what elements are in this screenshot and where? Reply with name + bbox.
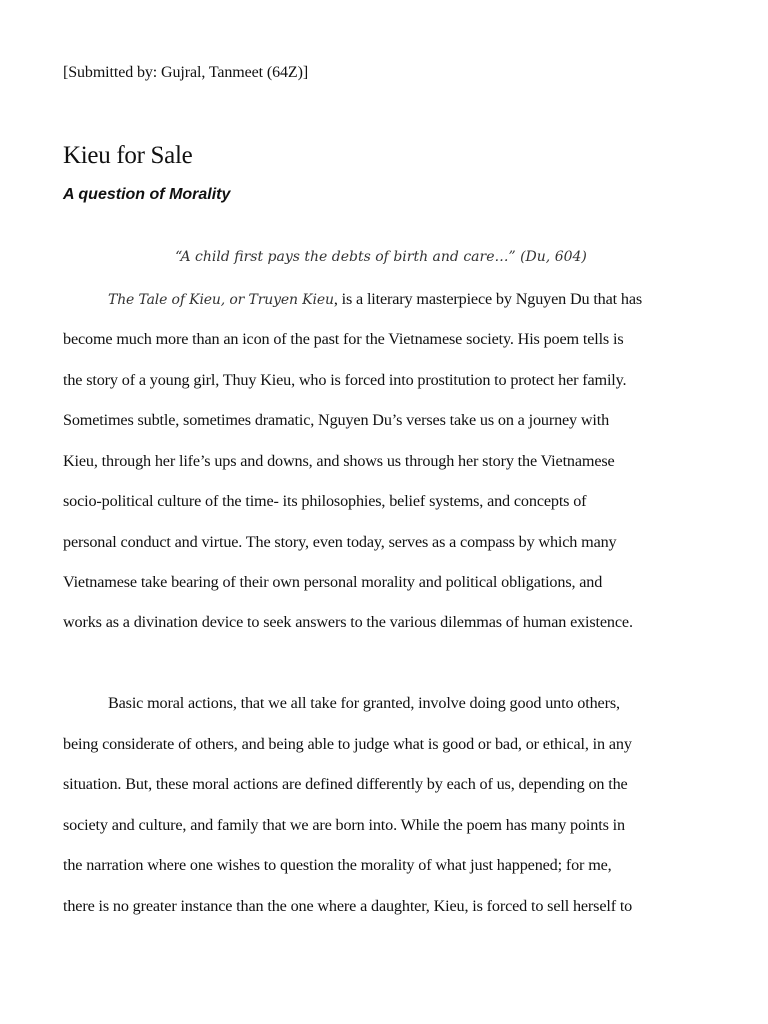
paragraph-1-line: Vietnamese take bearing of their own personal morality and political obligations, and [63, 573, 603, 591]
document-title: Kieu for Sale [63, 142, 193, 169]
submitted-by-line: [Submitted by: Gujral, Tanmeet (64Z)] [63, 64, 309, 81]
paragraph-2-line: there is no greater instance than the one where a daughter, Kieu, is forced to sell herself to [63, 897, 633, 915]
paragraph-1-line-1 [108, 290, 642, 309]
paragraph-1-line: Sometimes subtle, sometimes dramatic, Nguyen Du’s verses take us on a journey with [63, 411, 610, 429]
paragraph-2-line: situation. But, these moral actions are defined differently by each of us, depending on the [63, 775, 628, 793]
document-subtitle: A question of Morality [63, 186, 231, 203]
paragraph-2-line-1: Basic moral actions, that we all take for granted, involve doing good unto others, [108, 694, 620, 712]
paragraph-1-line: become much more than an icon of the past for the Vietnamese society. His poem tells is [63, 330, 624, 348]
paragraph-2-line: society and culture, and family that we are born into. While the poem has many points in [63, 816, 625, 834]
paragraph-1-line: the story of a young girl, Thuy Kieu, who is forced into prostitution to protect her family. [63, 371, 627, 389]
epigraph-quote [0, 249, 768, 265]
paragraph-1-line-1-text: , is a literary masterpiece by Nguyen Du that has [333, 290, 643, 308]
work-title-italic: The Tale of Kieu, or Truyen Kieu [108, 292, 334, 308]
paragraph-1-line: socio-political culture of the time- its philosophies, belief systems, and concepts of [63, 492, 587, 510]
paragraph-1-line: personal conduct and virtue. The story, even today, serves as a compass by which many [63, 533, 617, 551]
paragraph-2-line: being considerate of others, and being able to judge what is good or bad, or ethical, in any [63, 735, 632, 753]
paragraph-2-line: the narration where one wishes to question the morality of what just happened; for me, [63, 856, 612, 874]
paragraph-1-line: works as a divination device to seek answers to the various dilemmas of human existence. [63, 613, 633, 631]
epigraph-text: “A child first pays the debts of birth and care…” (Du, 604) [175, 249, 587, 265]
paragraph-1-line: Kieu, through her life’s ups and downs, and shows us through her story the Vietnamese [63, 452, 615, 470]
